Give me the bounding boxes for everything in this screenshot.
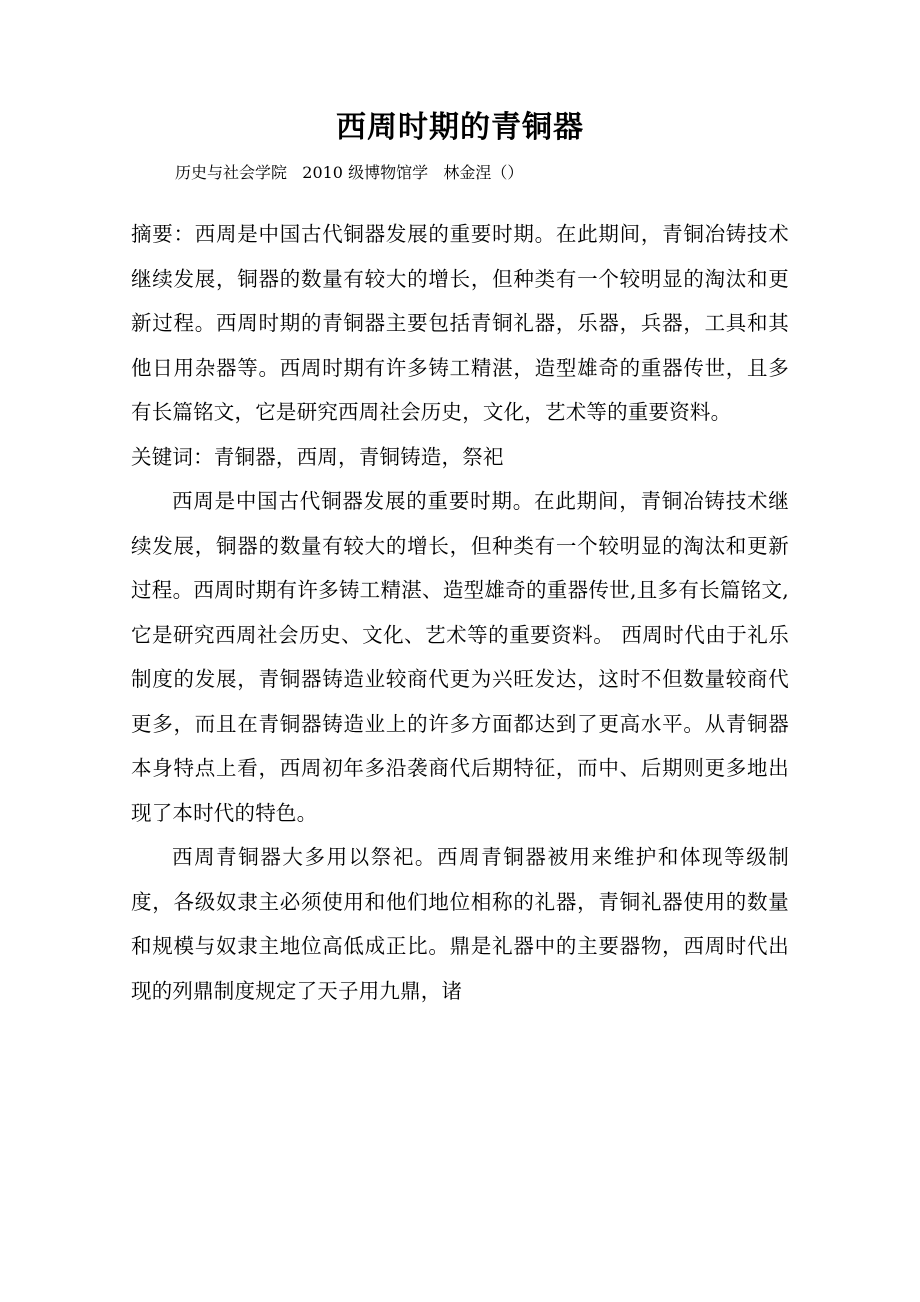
body-paragraph-1: 西周是中国古代铜器发展的重要时期。在此期间，青铜冶铸技术继续发展，铜器的数量有较大的增长，但种类有一个较明显的淘汰和更新过程。西周时期有许多铸工精湛、造型雄奇的重器传世,且多有长篇铭文,它是研究西周社会历史、文化、艺术等的重要资料。 西周时代由于礼乐制度的发展，青铜器铸造业较商代更为兴旺发达，这时不但数量较商代更多，而且在青铜器铸造业上的许多方面都达到了更高水平。从青铜器本身特点上看，西周初年多沿袭商代后期特征，而中、后期则更多地出现了本时代的特色。 <box>131 489 789 825</box>
byline: 历史与社会学院 2010 级博物馆学 林金涅（） <box>175 163 524 182</box>
keywords-paragraph: 关键词：青铜器，西周，青铜铸造，祭祀 <box>131 444 504 469</box>
abstract-paragraph: 摘要：西周是中国古代铜器发展的重要时期。在此期间，青铜冶铸技术继续发展，铜器的数量有较大的增长，但种类有一个较明显的淘汰和更新过程。西周时期的青铜器主要包括青铜礼器，乐器，兵器，工具和其他日用杂器等。西周时期有许多铸工精湛，造型雄奇的重器传世，且多有长篇铭文，它是研究西周社会历史，文化，艺术等的重要资料。 <box>131 222 789 424</box>
page-title: 西周时期的青铜器 <box>336 110 584 145</box>
body-paragraph-2: 西周青铜器大多用以祭祀。西周青铜器被用来维护和体现等级制度，各级奴隶主必须使用和他们地位相称的礼器，青铜礼器使用的数量和规模与奴隶主地位高低成正比。鼎是礼器中的主要器物，西周时代出现的列鼎制度规定了天子用九鼎，诸 <box>131 845 789 1003</box>
document-body <box>131 212 789 1013</box>
